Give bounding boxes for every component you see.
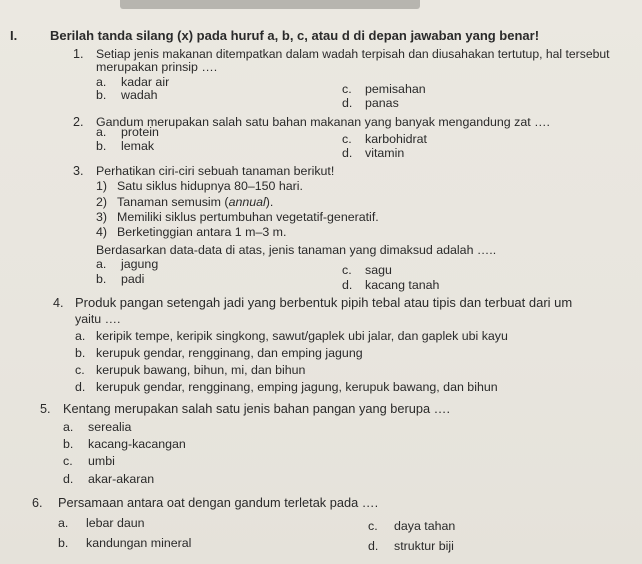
q5-option-c-letter[interactable]: c.	[63, 454, 73, 468]
q3-item2-italic: annual	[228, 195, 266, 209]
q3-option-d-text: kacang tanah	[365, 278, 440, 292]
q6-option-d-text: struktur biji	[394, 539, 454, 553]
q2-number: 2.	[73, 115, 84, 129]
q2-option-b-letter[interactable]: b.	[96, 139, 107, 153]
q5-stem: Kentang merupakan salah satu jenis bahan pangan yang berupa ….	[63, 401, 451, 416]
q3-option-b-text: padi	[121, 272, 145, 286]
q3-item4-number: 4)	[96, 225, 108, 239]
q4-option-a-text: keripik tempe, keripik singkong, sawut/gaplek ubi jalar, dan gaplek ubi kayu	[96, 329, 508, 343]
q1-option-d-letter[interactable]: d.	[342, 96, 353, 110]
q6-option-c-text: daya tahan	[394, 519, 456, 533]
q5-option-b-letter[interactable]: b.	[63, 437, 74, 451]
q6-option-c-letter[interactable]: c.	[368, 519, 378, 533]
q1-number: 1.	[73, 47, 84, 61]
q4-stem-line1: Produk pangan setengah jadi yang berbentuk pipih tebal atau tipis dan terbuat dari um	[75, 295, 573, 310]
q3-option-a-letter[interactable]: a.	[96, 257, 107, 271]
q3-option-a-text: jagung	[121, 257, 159, 271]
q1-stem-line2: merupakan prinsip ….	[96, 60, 218, 74]
q2-option-a-text: protein	[121, 125, 159, 139]
q5-option-d-text: akar-akaran	[88, 472, 155, 486]
q4-option-c-text: kerupuk bawang, bihun, mi, dan bihun	[96, 363, 306, 377]
section-instruction: Berilah tanda silang (x) pada huruf a, b, c, atau d di depan jawaban yang benar!	[50, 28, 540, 43]
q2-option-c-text: karbohidrat	[365, 132, 427, 146]
q3-item3-number: 3)	[96, 210, 108, 224]
q6-stem: Persamaan antara oat dengan gandum terletak pada ….	[58, 495, 379, 510]
q4-number: 4.	[53, 296, 64, 310]
q2-option-d-text: vitamin	[365, 146, 405, 160]
q5-number: 5.	[40, 402, 51, 416]
q1-option-d-text: panas	[365, 96, 399, 110]
q3-stem: Perhatikan ciri-ciri sebuah tanaman berikut!	[96, 164, 335, 178]
q1-option-c-letter[interactable]: c.	[342, 82, 352, 96]
q1-option-b-text: wadah	[121, 88, 158, 102]
q6-option-b-text: kandungan mineral	[86, 536, 192, 550]
q4-stem-line2: yaitu ….	[75, 312, 121, 326]
q5-option-d-letter[interactable]: d.	[63, 472, 74, 486]
q3-item1-number: 1)	[96, 179, 108, 193]
q2-stem: Gandum merupakan salah satu bahan makanan yang banyak mengandung zat ….	[96, 115, 550, 129]
q3-item2-text: Tanaman semusim (	[117, 195, 229, 209]
q3-prompt: Berdasarkan data-data di atas, jenis tanaman yang dimaksud adalah …..	[96, 243, 497, 257]
q4-option-b-letter[interactable]: b.	[75, 346, 86, 360]
q1-option-a-text: kadar air	[121, 75, 170, 89]
q3-item2-after: ).	[265, 195, 274, 209]
q4-option-d-text: kerupuk gendar, rengginang, emping jagung, kerupuk bawang, dan bihun	[96, 380, 498, 394]
q2-option-c-letter[interactable]: c.	[342, 132, 352, 146]
q1-option-b-letter[interactable]: b.	[96, 88, 107, 102]
q3-item2-number: 2)	[96, 195, 108, 209]
q2-option-b-text: lemak	[121, 139, 155, 153]
q3-number: 3.	[73, 164, 84, 178]
q4-option-d-letter[interactable]: d.	[75, 380, 86, 394]
q3-item4-text: Berketinggian antara 1 m–3 m.	[117, 225, 287, 239]
q3-item2-line	[117, 195, 273, 209]
q3-option-b-letter[interactable]: b.	[96, 272, 107, 286]
q6-option-a-text: lebar daun	[86, 516, 145, 530]
q1-stem-line1: Setiap jenis makanan ditempatkan dalam wadah terpisah dan diusahakan tertutup, hal tersebut	[96, 47, 610, 61]
binding-shadow	[120, 0, 420, 9]
q2-option-a-letter[interactable]: a.	[96, 125, 107, 139]
q2-option-d-letter[interactable]: d.	[342, 146, 353, 160]
q1-option-c-text: pemisahan	[365, 82, 426, 96]
q4-option-c-letter[interactable]: c.	[75, 363, 85, 377]
section-numeral: I.	[10, 28, 18, 43]
q3-option-c-letter[interactable]: c.	[342, 263, 352, 277]
q6-option-b-letter[interactable]: b.	[58, 536, 69, 550]
q5-option-c-text: umbi	[88, 454, 115, 468]
q6-option-a-letter[interactable]: a.	[58, 516, 69, 530]
q5-option-a-letter[interactable]: a.	[63, 420, 74, 434]
q4-option-a-letter[interactable]: a.	[75, 329, 86, 343]
q5-option-b-text: kacang-kacangan	[88, 437, 186, 451]
q3-item1-text: Satu siklus hidupnya 80–150 hari.	[117, 179, 303, 193]
q6-option-d-letter[interactable]: d.	[368, 539, 379, 553]
q1-option-a-letter[interactable]: a.	[96, 75, 107, 89]
q3-option-c-text: sagu	[365, 263, 392, 277]
q3-item3-text: Memiliki siklus pertumbuhan vegetatif-generatif.	[117, 210, 379, 224]
q6-number: 6.	[32, 496, 43, 510]
q5-option-a-text: serealia	[88, 420, 132, 434]
q4-option-b-text: kerupuk gendar, rengginang, dan emping jagung	[96, 346, 363, 360]
q3-option-d-letter[interactable]: d.	[342, 278, 353, 292]
